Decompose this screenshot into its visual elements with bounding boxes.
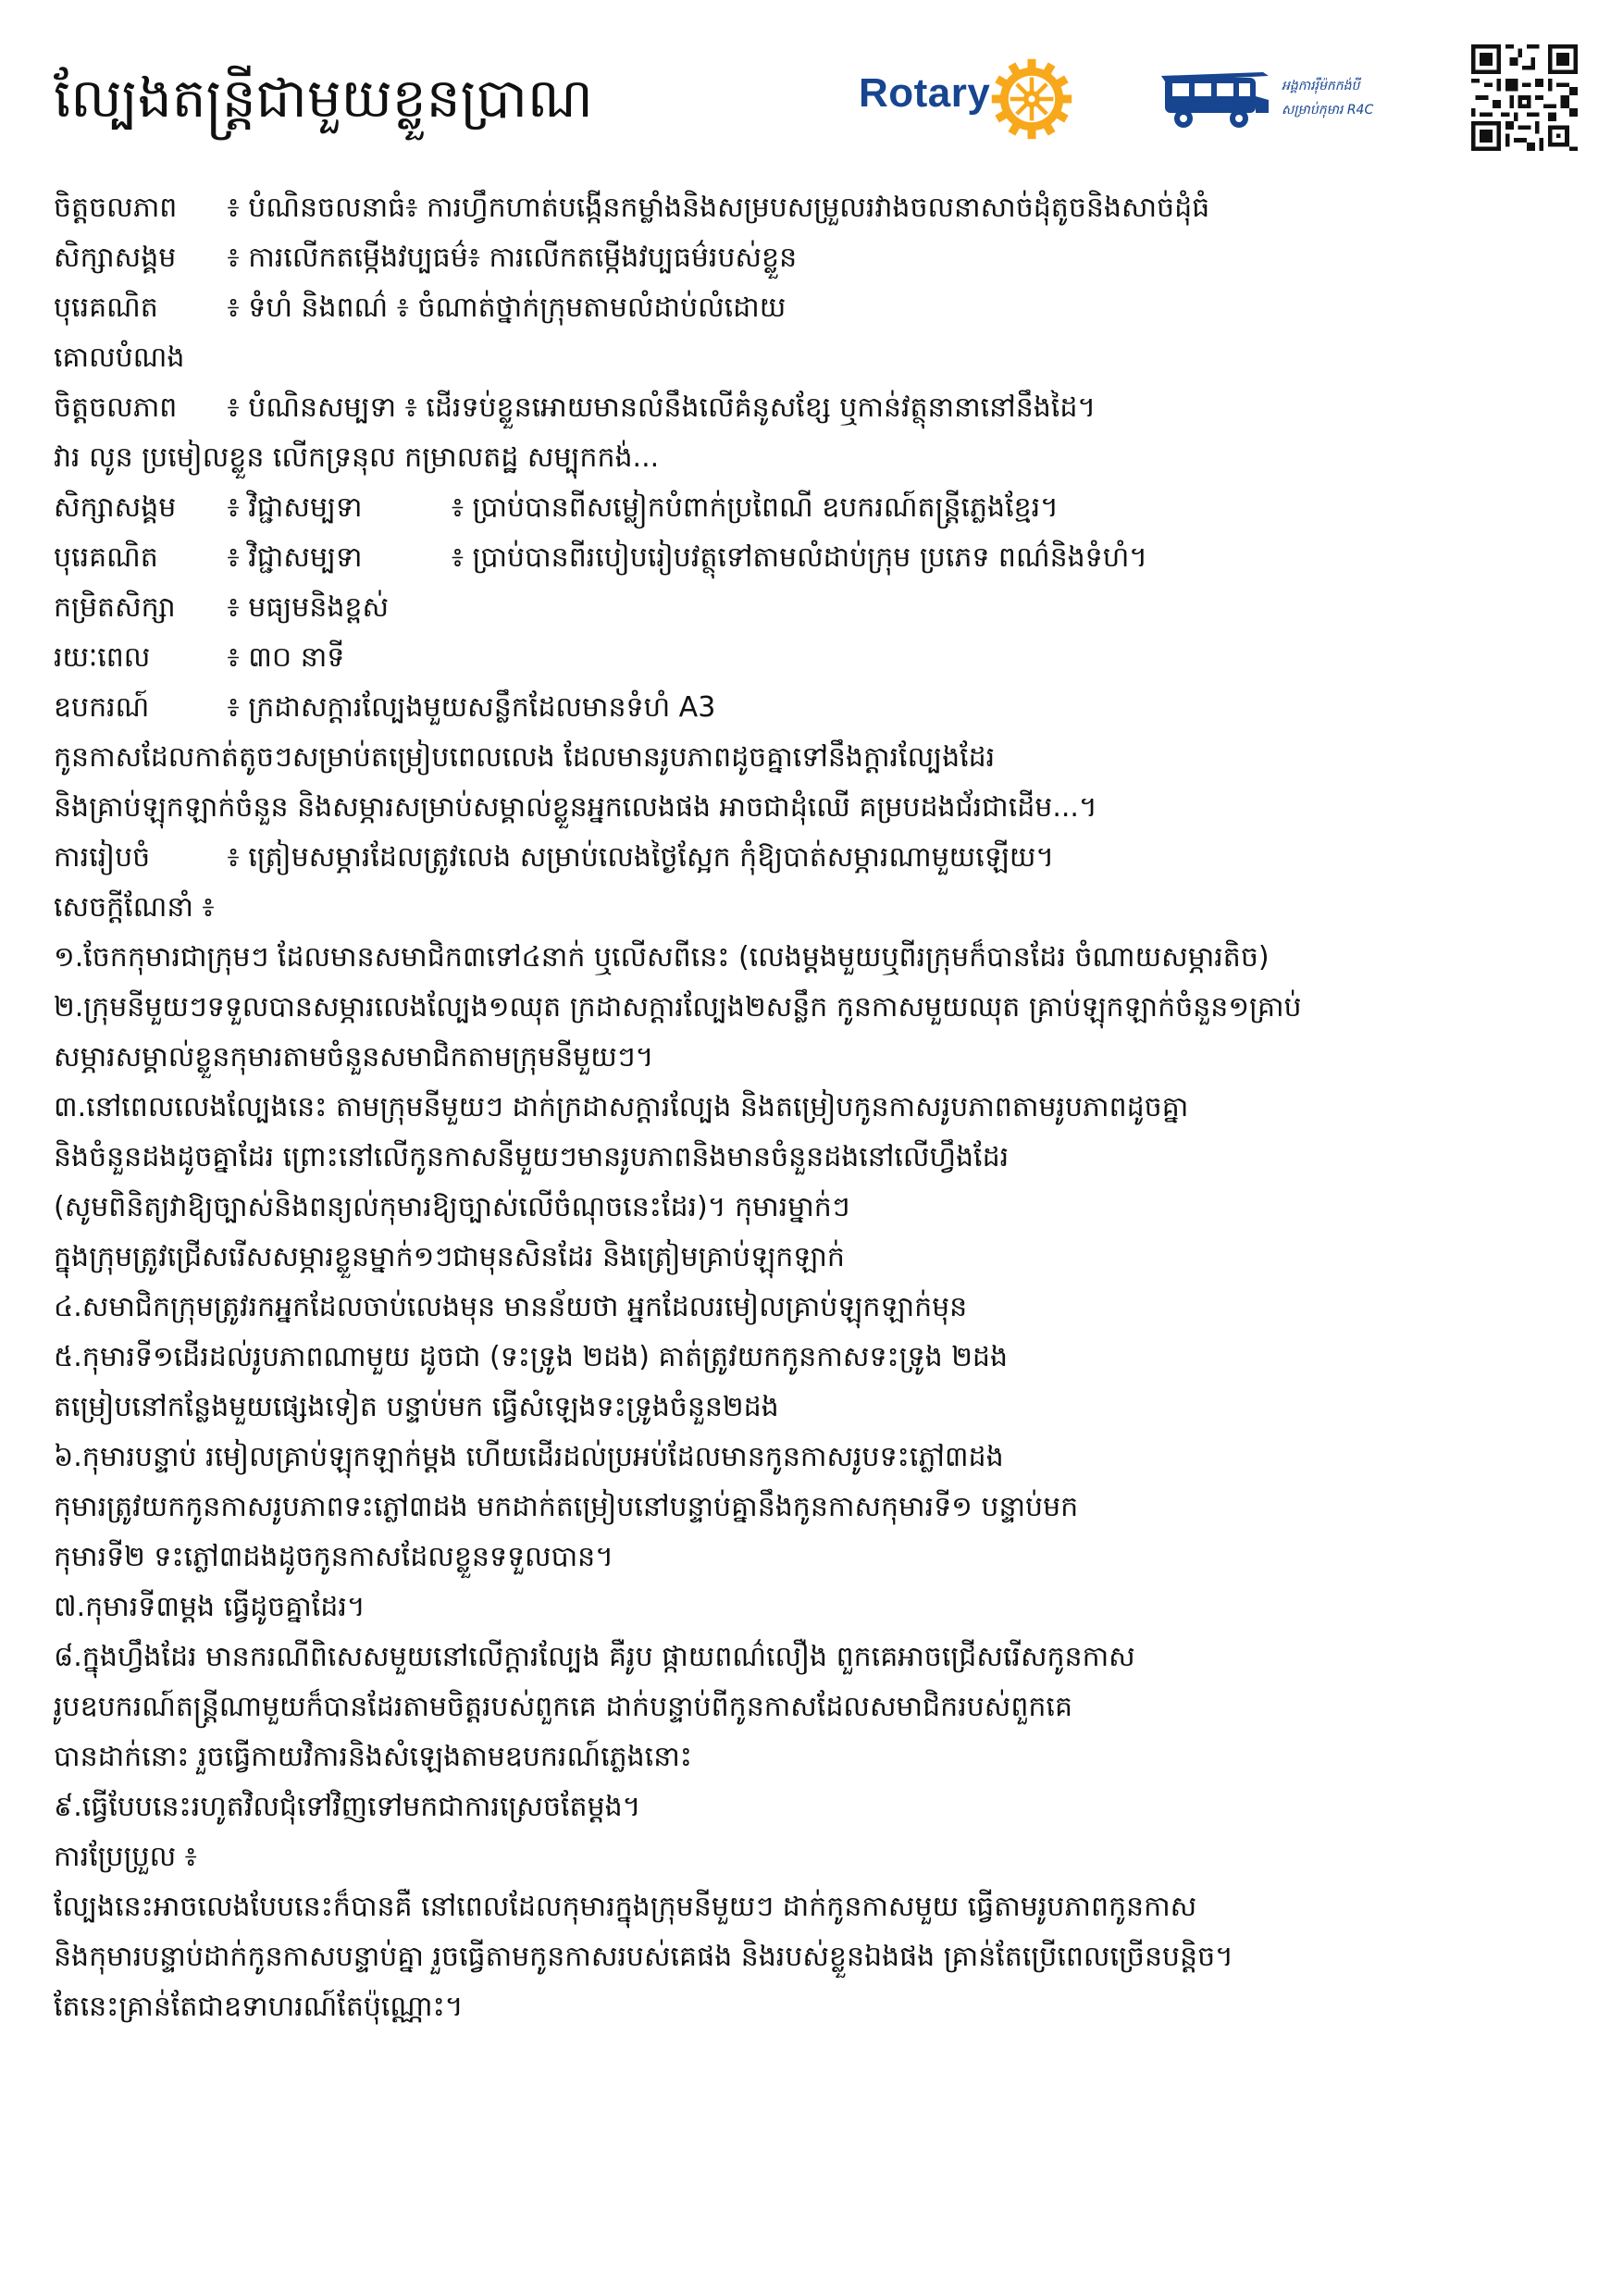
- qr-code-icon: [1471, 44, 1578, 151]
- step-line: ក្នុងក្រុមត្រូវជ្រើសរើសសម្ភារខ្លួនម្នាក់១ៗជាមុនសិនដែរ និងត្រៀមគ្រាប់ឡុកឡាក់: [54, 1241, 845, 1273]
- field-separator: ៖: [227, 591, 240, 624]
- field-label: ចិត្តចលភាព: [54, 391, 178, 424]
- page-title: ល្បែងតន្ត្រីជាមួយខ្លួនប្រាណ: [54, 67, 593, 130]
- r4c-caption: [1282, 74, 1373, 122]
- field-sublabel: ការលើកតម្កើងវប្បធម៌៖: [248, 242, 480, 274]
- field-label: កម្រិតសិក្សា: [54, 591, 176, 624]
- field-value: មធ្យមនិងខ្ពស់: [248, 591, 390, 624]
- section-heading-objectives: គោលបំណង: [54, 341, 185, 374]
- field-label: ឧបករណ៍: [54, 691, 150, 724]
- step-line: តម្រៀបនៅកន្លែងមួយផ្សេងទៀត បន្ទាប់មក ធ្វើសំឡេងទះទ្រូងចំនួន២ដង: [54, 1391, 779, 1423]
- field-separator: ៖: [227, 691, 240, 724]
- body-line-7: [54, 483, 1580, 533]
- field-label: សិក្សាសង្គម: [54, 491, 177, 524]
- field-value: បំណិនសម្បទា ៖ ដើរទប់ខ្លួនអោយមានលំនឹងលើគំនូសខ្សែ ឬកាន់វត្ថុនានានៅនឹងដៃ។: [248, 391, 1096, 424]
- field-separator: ៖: [227, 242, 240, 274]
- field-value: ត្រៀមសម្ភារដែលត្រូវលេង សម្រាប់លេងថ្ងៃស្អែក កុំឱ្យបាត់សម្ភារណាមួយឡើយ។: [248, 841, 1055, 874]
- field-separator: ៖: [227, 391, 240, 424]
- field-label: ការរៀបចំ: [54, 841, 151, 874]
- field-value: ការហ្វឹកហាត់បង្កើនកម្លាំងនិងសម្របសម្រួលរវាងចលនាសាច់ដុំតូចនិងសាច់ដុំធំ: [426, 192, 1210, 224]
- body-line-13: និងគ្រាប់ឡុកឡាក់ចំនួន និងសម្ភារសម្រាប់សម្គាល់ខ្លួនអ្នកលេងផង អាចជាដុំឈើ គម្របដងជ័រជាដើម...។: [54, 791, 1097, 824]
- body-line-1: [54, 183, 1580, 233]
- variation-line: ល្បែងនេះអាចលេងបែបនេះក៏បានគឺ នៅពេលដែលកុមារក្នុងក្រុមនីមួយៗ ដាក់កូនកាសមួយ ធ្វើតាមរូបភាពកូនកាស: [54, 1891, 1197, 1923]
- rotary-gear-wheel-icon: [990, 57, 1073, 141]
- step-line: បានដាក់នោះ រួចធ្វើកាយវិការនិងសំឡេងតាមឧបករណ៍ភ្លេងនោះ: [54, 1741, 692, 1773]
- field-value: ៖ ប្រាប់បានពីសម្លៀកបំពាក់ប្រពៃណី ឧបករណ៍តន្ត្រីភ្លេងខ្មែរ។: [451, 491, 1059, 524]
- activity-body: [54, 183, 1580, 2032]
- field-label: សិក្សាសង្គម: [54, 242, 177, 274]
- step-line: កុមារទី២ ទះភ្លៅ៣ដងដូចកូនកាសដែលខ្លួនទទួលបាន។: [54, 1541, 613, 1573]
- step-line: ៣.នៅពេលលេងល្បែងនេះ តាមក្រុមនីមួយៗ ដាក់ក្រដាសក្ដារល្បែង និងតម្រៀបកូនកាសរូបភាពតាមរូបភាពដូចគ្នា: [54, 1091, 1189, 1123]
- section-heading-variation: ការប្រែប្រួល ៖: [54, 1841, 197, 1873]
- field-separator: ៖: [227, 192, 240, 224]
- field-label: បុរេគណិត: [54, 292, 158, 324]
- page-header: [0, 0, 1623, 176]
- rotary-wordmark: Rotary: [859, 70, 991, 116]
- field-label: ចិត្តចលភាព: [54, 192, 178, 224]
- field-sublabel: វិជ្ជាសម្បទា: [248, 541, 363, 574]
- field-sublabel: ទំហំ និងពណ៌: [248, 292, 389, 324]
- step-line: ៥.កុមារទី១ដើរដល់រូបភាពណាមួយ ដូចជា (ទះទ្រូង ២ដង) គាត់ត្រូវយកកូនកាសទះទ្រូង ២ដង: [54, 1341, 1009, 1373]
- field-value: ៣០ នាទី: [248, 641, 345, 674]
- step-line: (សូមពិនិត្យវាឱ្យច្បាស់និងពន្យល់កុមារឱ្យច្បាស់លើចំណុចនេះដែរ)។ កុមារម្នាក់ៗ: [54, 1191, 850, 1223]
- step-line: ៨.ក្នុងហ្វឹងដែរ មានករណីពិសេសមួយនៅលើក្ដារល្បែង គឺរូប ផ្កាយពណ៌លឿង ពួកគេអាចជ្រើសរើសកូនកាស: [54, 1641, 1135, 1673]
- r4c-caption-line2: សម្រាប់កុមារ R4C: [1282, 103, 1374, 118]
- field-separator: ៖: [227, 541, 240, 574]
- variation-line: តែនេះគ្រាន់តែជាឧទាហរណ៍តែប៉ុណ្ណោះ។: [54, 1991, 464, 2023]
- field-label: បុរេគណិត: [54, 541, 158, 574]
- body-line-8: [54, 533, 1580, 583]
- field-separator: ៖: [227, 641, 240, 674]
- body-line-11: [54, 683, 1580, 733]
- step-line: ៩.ធ្វើបែបនេះរហូតវិលជុំទៅវិញទៅមកជាការស្រេចតែម្ដង។: [54, 1791, 641, 1823]
- field-sublabel: បំណិនចលនាធំ៖: [248, 192, 418, 224]
- body-line-14: [54, 833, 1580, 883]
- tuk-tuk-bus-icon: [1161, 68, 1272, 133]
- step-line: កុមារត្រូវយកកូនកាសរូបភាពទះភ្លៅ៣ដង មកដាក់តម្រៀបនៅបន្ទាប់គ្នានឹងកូនកាសកុមារទី១ បន្ទាប់មក: [54, 1491, 1079, 1523]
- field-label: រយៈពេល: [54, 641, 151, 674]
- field-separator: ៖: [227, 292, 240, 324]
- body-line-3: [54, 283, 1580, 333]
- body-line-5: [54, 383, 1580, 433]
- step-line: និងចំនួនដងដូចគ្នាដែរ ព្រោះនៅលើកូនកាសនីមួយៗមានរូបភាពនិងមានចំនួនដងនៅលើហ្វឹងដែរ: [54, 1141, 1010, 1173]
- field-value: ៖ ចំណាត់ថ្នាក់ក្រុមតាមលំដាប់លំដោយ: [396, 292, 787, 324]
- body-line-2: [54, 233, 1580, 283]
- step-line: ២.ក្រុមនីមួយៗទទួលបានសម្ភារលេងល្បែង១ឈុត ក្រដាសក្ដារល្បែង២សន្លឹក កូនកាសមួយឈុត គ្រាប់ឡុកឡាក់ចំនួន១គ្រាប់: [54, 991, 1302, 1024]
- step-line: សម្ភារសម្គាល់ខ្លួនកុមារតាមចំនួនសមាជិកតាមក្រុមនីមួយៗ។: [54, 1041, 654, 1074]
- field-separator: ៖: [227, 841, 240, 874]
- variation-line: និងកុមារបន្ទាប់ដាក់កូនកាសបន្ទាប់គ្នា រួចធ្វើតាមកូនកាសរបស់គេផង និងរបស់ខ្លួនឯងផង គ្រាន់តែប្រើពេលច្រើនបន្តិច។: [54, 1941, 1233, 1973]
- step-line: ៧.កុមារទី៣ម្ដង ធ្វើដូចគ្នាដែរ។: [54, 1591, 365, 1623]
- body-line-10: [54, 633, 1580, 683]
- step-line: ៤.សមាជិកក្រុមត្រូវរកអ្នកដែលចាប់លេងមុន មានន័យថា អ្នកដែលរមៀលគ្រាប់ឡុកឡាក់មុន: [54, 1291, 968, 1323]
- field-sublabel: វិជ្ជាសម្បទា: [248, 491, 363, 524]
- step-line: ១.ចែកកុមារជាក្រុមៗ ដែលមានសមាជិក៣ទៅ៤នាក់ ឬលើសពីនេះ (លេងម្ដងមួយឬពីរក្រុមក៏បានដែរ ចំណាយសម្ភារតិច): [54, 941, 1270, 974]
- field-separator: ៖: [227, 491, 240, 524]
- field-value: ក្រដាសក្ដារល្បែងមួយសន្លឹកដែលមានទំហំ A3: [248, 691, 716, 724]
- r4c-logo: [1161, 65, 1439, 139]
- step-line: ៦.កុមារបន្ទាប់ រមៀលគ្រាប់ឡុកឡាក់ម្ដង ហើយដើរដល់ប្រអប់ដែលមានកូនកាសរូបទះភ្លៅ៣ដង: [54, 1441, 1004, 1473]
- body-line-6: វារ លូន ប្រមៀលខ្លួន លើកទ្រនុល កម្រាលតដ្ឋ សម្បុកកង់...: [54, 441, 660, 474]
- field-value: ៖ ប្រាប់បានពីរបៀបរៀបវត្ថុទៅតាមលំដាប់ក្រុម ប្រភេទ ពណ៌និងទំហំ។: [451, 541, 1148, 574]
- section-heading-instructions: សេចក្ដីណែនាំ ៖: [54, 891, 215, 924]
- field-value: ការលើកតម្កើងវប្បធម៌របស់ខ្លួន: [489, 242, 798, 274]
- body-line-12: កូនកាសដែលកាត់តូចៗសម្រាប់តម្រៀបពេលលេង ដែលមានរូបភាពដូចគ្នាទៅនឹងក្ដារល្បែងដែរ: [54, 741, 996, 774]
- body-line-9: [54, 583, 1580, 633]
- r4c-caption-line1: អង្គការរ៉ឺម៉កកង់បី: [1282, 79, 1360, 93]
- step-line: រូបឧបករណ៍តន្ត្រីណាមួយក៏បានដែរតាមចិត្តរបស់ពួកគេ ដាក់បន្ទាប់ពីកូនកាសដែលសមាជិករបស់ពួកគេ: [54, 1691, 1072, 1723]
